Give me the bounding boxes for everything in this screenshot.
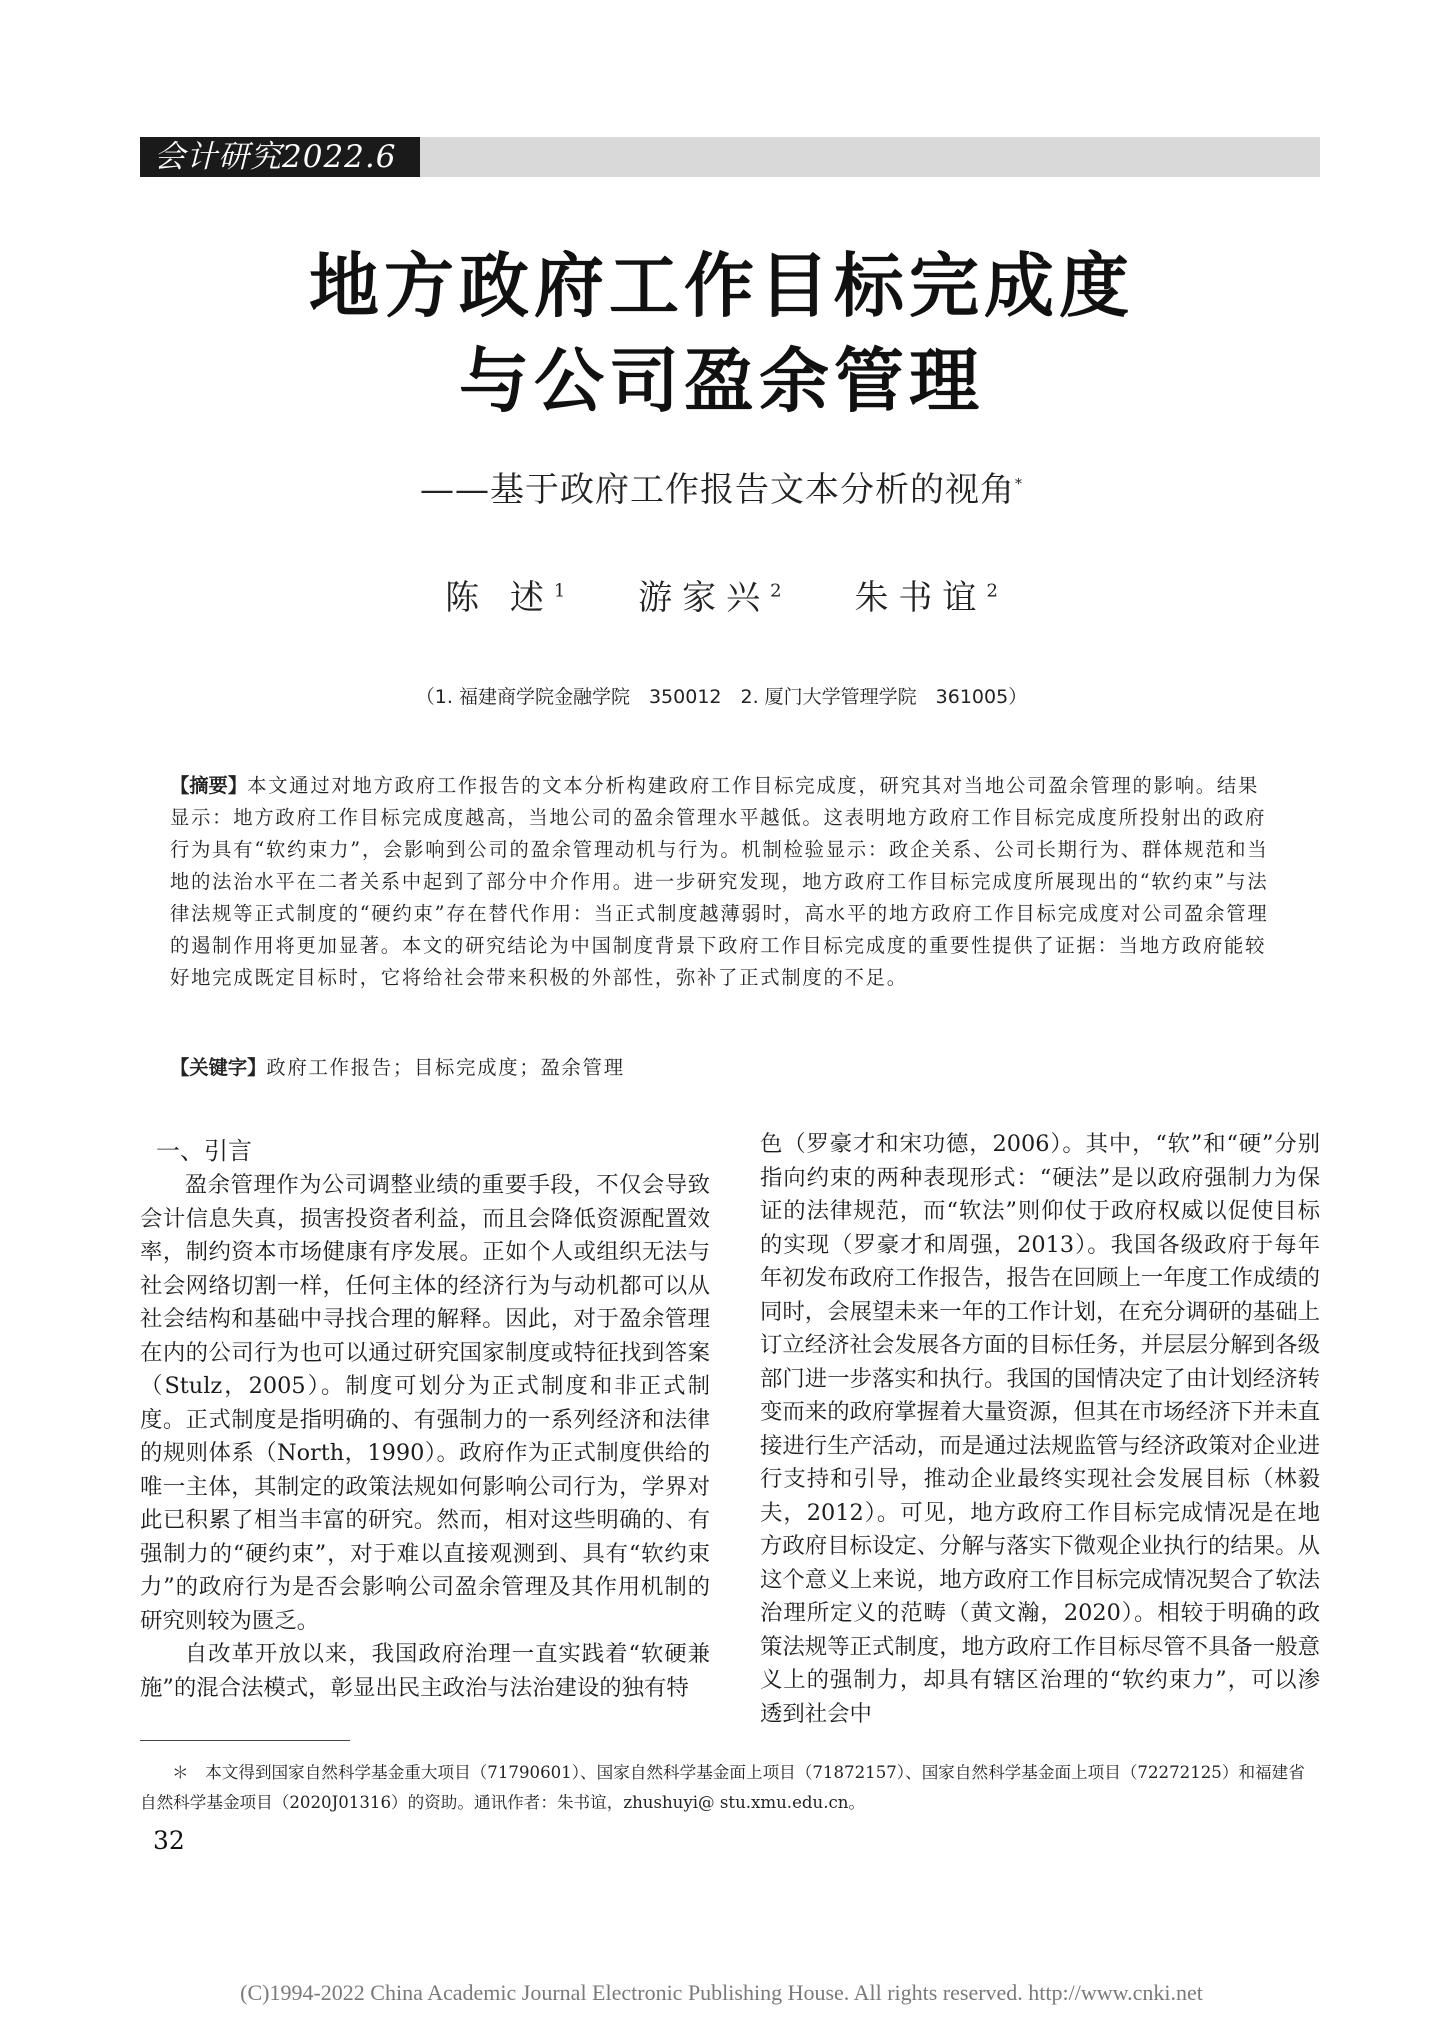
section-heading: 一、引言 [156, 1137, 252, 1165]
abstract-text: 本文通过对地方政府工作报告的文本分析构建政府工作目标完成度，研究其对当地公司盈余管理的影响。结果显示：地方政府工作目标完成度越高，当地公司的盈余管理水平越低。这表明地方政府工作目标完成度所投射出的政府行为具有“软约束力”，会影响到公司的盈余管理动机与行为。机制检验显示：政企关系、公司长期行为、群体规范和当地的法治水平在二者关系中起到了部分中介作用。进一步研究发现，地方政府工作目标完成度所展现出的“软约束”与法律法规等正式制度的“硬约束”存在替代作用：当正式制度越薄弱时，高水平的地方政府工作目标完成度对公司盈余管理的遏制作用将更加显著。本文的研究结论为中国制度背景下政府工作目标完成度的重要性提供了证据：当地方政府能较好地完成既定目标时，它将给社会带来积极的外部性，弥补了正式制度的不足。 [170, 774, 1269, 989]
author-affil: 2 [986, 580, 998, 602]
subtitle-text: ——基于政府工作报告文本分析的视角 [420, 470, 1015, 510]
body-column-right [760, 1128, 1320, 1731]
body-paragraph: 盈余管理作为公司调整业绩的重要手段，不仅会导致会计信息失真，损害投资者利益，而且会降低资源配置效率，制约资本市场健康有序发展。正如个人或组织无法与社会网络切割一样，任何主体的经济行为与动机都可以从社会结构和基础中寻找合理的解释。因此，对于盈余管理在内的公司行为也可以通过研究国家制度或特征找到答案（Stulz，2005）。制度可划分为正式制度和非正式制度。正式制度是指明确的、有强制力的一系列经济和法律的规则体系（North，1990）。政府作为正式制度供给的唯一主体，其制定的政策法规如何影响公司行为，学界对此已积累了相当丰富的研究。然而，相对这些明确的、有强制力的“硬约束”，对于难以直接观测到、具有“软约束力”的政府行为是否会影响公司盈余管理及其作用机制的研究则较为匮乏。 [140, 1172, 710, 1634]
keywords [170, 1052, 1275, 1084]
subtitle [0, 462, 1443, 511]
title-line-1: 地方政府工作目标完成度 [309, 245, 1134, 327]
keywords-text: 政府工作报告；目标完成度；盈余管理 [266, 1056, 625, 1079]
author-affil: 2 [770, 580, 782, 602]
footnote-divider [140, 1740, 350, 1741]
footnote: ＊ 本文得到国家自然科学基金重大项目（71790601）、国家自然科学基金面上项目（71872157）、国家自然科学基金面上项目（72272125）和福建省自然科学基金项目（2020J01316）的资助。通讯作者：朱书谊，zhushuyi@ stu.xmu.edu.cn。 [140, 1763, 1305, 1812]
author-name: 朱书谊 [854, 578, 987, 618]
page-number: 32 [153, 1826, 185, 1855]
body-column-left [140, 1134, 710, 1705]
abstract-label: 【摘要】 [170, 774, 248, 797]
body-paragraph: 色（罗豪才和宋功德，2006）。其中，“软”和“硬”分别指向约束的两种表现形式：“硬法”是以政府强制力为保证的法律规范，而“软法”则仰仗于政府权威以促使目标的实现（罗豪才和周强，2013）。我国各级政府于每年年初发布政府工作报告，报告在回顾上一年度工作成绩的同时，会展望未来一年的工作计划，在充分调研的基础上订立经济社会发展各方面的目标任务，并层层分解到各级部门进一步落实和执行。我国的国情决定了由计划经济转变而来的政府掌握着大量资源，但其在市场经济下并未直接进行生产活动，而是通过法规监管与经济政策对企业进行支持和引导，推动企业最终实现社会发展目标（林毅夫，2012）。可见，地方政府工作目标完成情况是在地方政府目标设定、分解与落实下微观企业执行的结果。从这个意义上来说，地方政府工作目标完成情况契合了软法治理所定义的范畴（黄文瀚，2020）。相较于明确的政策法规等正式制度，地方政府工作目标尽管不具备一般意义上的强制力，却具有辖区治理的“软约束力”，可以渗透到社会中 [760, 1131, 1320, 1727]
title-line-2: 与公司盈余管理 [459, 340, 984, 422]
journal-tag: 会计研究2022.6 [140, 137, 420, 177]
keywords-label: 【关键字】 [170, 1056, 267, 1079]
abstract [170, 770, 1275, 994]
affiliation: （1. 福建商学院金融学院 350012 2. 厦门大学管理学院 361005） [415, 686, 1028, 708]
author-3 [854, 578, 997, 618]
author-affil: 1 [553, 580, 566, 602]
subtitle-footnote-mark: * [1015, 476, 1023, 493]
body-paragraph: 自改革开放以来，我国政府治理一直实践着“软硬兼施”的混合法模式，彰显出民主政治与法治建设的独有特 [140, 1641, 710, 1701]
author-name: 陈 述 [445, 578, 554, 618]
author-1 [445, 578, 565, 618]
author-name: 游家兴 [638, 578, 771, 618]
copyright-notice: (C)1994-2022 China Academic Journal Electronic Publishing House. All rights reserved. http://www.cnki.net [240, 1980, 1203, 2005]
author-2 [638, 578, 781, 618]
authors [0, 570, 1443, 619]
